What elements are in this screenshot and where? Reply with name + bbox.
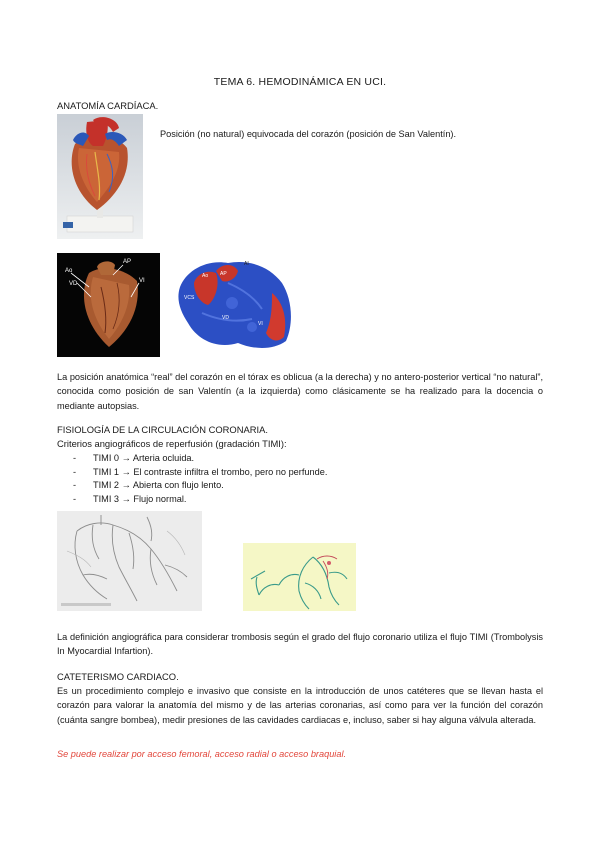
list-item: - TIMI 0 → Arteria ocluida.	[73, 452, 327, 466]
label-3d-ao: Ao	[202, 273, 209, 279]
list-bullet: -	[73, 453, 77, 463]
label-vd: VD	[69, 281, 78, 287]
list-item: - TIMI 1 → El contraste infiltra el trombo, pero no perfunde.	[73, 466, 327, 480]
label-vi: VI	[139, 278, 145, 284]
heart-3d-model	[172, 253, 298, 357]
criteria-intro: Criterios angiográficos de reperfusión (gradación TIMI):	[57, 438, 287, 449]
anatomy-heading: ANATOMÍA CARDÍACA.	[57, 100, 159, 111]
anatomy-paragraph: La posición anatómica “real” del corazón en el tórax es oblicua (a la derecha) y no antero-posterior vertical “no natural”, conocida como posición de san Valentín (a la izquierda) como clásicamente se ha realizado para la docencia o mediante autopsias.	[57, 372, 543, 411]
label-3d-vi: VI	[258, 321, 263, 327]
catheterism-paragraph: Es un procedimiento complejo e invasivo que consiste en la introducción de unos catéteres que se llevan hasta el corazón para valorar la anatomía del mismo y de las arterias coronarias, así como para ver la función del corazón (cuánta sangre bombea), medir presiones de las cavidades cardiacas e, incluso, saber si hay alguna válvula alterada.	[57, 686, 543, 725]
label-3d-ap: AP	[220, 271, 227, 277]
catheterism-heading: CATETERISMO CARDIACO.	[57, 671, 179, 682]
heart-dissection-photo	[57, 253, 160, 357]
heart-position-caption: Posición (no natural) equivocada del corazón (posición de San Valentín).	[160, 129, 457, 139]
list-item: - TIMI 3 → Flujo normal.	[73, 493, 327, 507]
list-bullet: -	[73, 493, 77, 504]
list-bullet: -	[73, 480, 77, 491]
timi-list	[73, 452, 327, 506]
label-ap: AP	[123, 259, 132, 265]
label-3d-vcs: VCS	[184, 295, 195, 301]
angiography-diagram	[243, 543, 356, 611]
page-title: TEMA 6. HEMODINÁMICA EN UCI.	[213, 76, 387, 88]
timi-paragraph: La definición angiográfica para considerar trombosis según el grado del flujo coronario utiliza el flujo TIMI (Trombolysis In Myocardial Infartion).	[57, 632, 543, 657]
physiology-heading: FISIOLOGÍA DE LA CIRCULACIÓN CORONARIA.	[57, 424, 268, 435]
list-bullet: -	[73, 466, 77, 477]
list-item: - TIMI 2 → Abierta con flujo lento.	[73, 479, 327, 493]
label-ao: Ao	[65, 268, 73, 274]
label-3d-ai: AI	[244, 261, 249, 267]
access-note: Se puede realizar por acceso femoral, acceso radial o acceso braquial.	[57, 749, 347, 759]
heart-model-photo	[57, 114, 143, 239]
label-3d-vd: VD	[222, 315, 229, 321]
coronary-line-drawing	[57, 511, 202, 611]
